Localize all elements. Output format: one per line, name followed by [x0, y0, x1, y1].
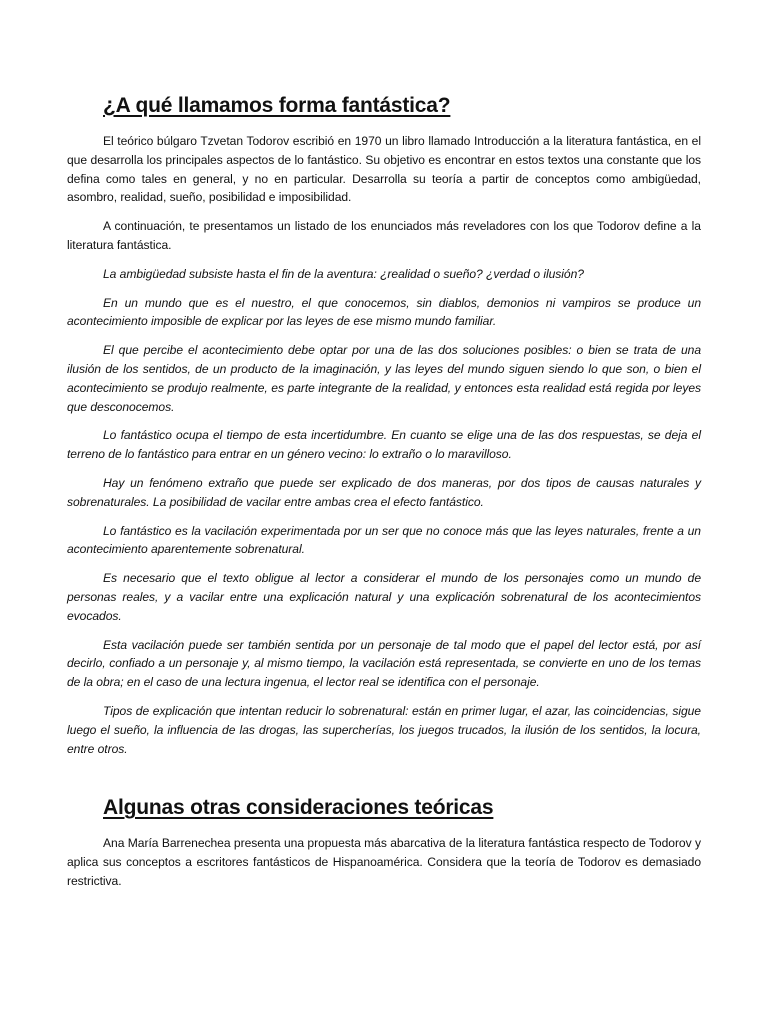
- todorov-statement: Lo fantástico es la vacilación experimentada por un ser que no conoce más que las leyes naturales, frente a un acontecimiento aparentemente sobrenatural.: [67, 523, 701, 557]
- document-page: [67, 92, 701, 901]
- todorov-statement: Tipos de explicación que intentan reducir lo sobrenatural: están en primer lugar, el azar, las coincidencias, sigue luego el sueño, la influencia de las drogas, las supercherías, los juegos trucados, la ilusión de los sentidos, la locura, entre otros.: [67, 703, 701, 756]
- todorov-statement: La ambigüedad subsiste hasta el fin de la aventura: ¿realidad o sueño? ¿verdad o ilusión?: [103, 266, 584, 281]
- todorov-statement: Esta vacilación puede ser también sentida por un personaje de tal modo que el papel del lector está, por así decirlo, confiado a un personaje y, al mismo tiempo, la vacilación está representada, se convierte en uno de los temas de la obra; en el caso de una lectura ingenua, el lector real se identifica con el personaje.: [67, 637, 701, 690]
- intro-paragraph: El teórico búlgaro Tzvetan Todorov escribió en 1970 un libro llamado Introducción a la literatura fantástica, en el que desarrolla los principales aspectos de lo fantástico. Su objetivo es encontrar en estos textos una constante que los defina como tales en general, y no en particular. Desarrolla su teoría a partir de conceptos como ambigüedad, asombro, realidad, sueño, posibilidad e imposibilidad.: [67, 134, 701, 205]
- todorov-statement: En un mundo que es el nuestro, el que conocemos, sin diablos, demonios ni vampiros se produce un acontecimiento imposible de explicar por las leyes de ese mismo mundo familiar.: [67, 295, 701, 329]
- todorov-statement: Lo fantástico ocupa el tiempo de esta incertidumbre. En cuanto se elige una de las dos respuestas, se deja el terreno de lo fantástico para entrar en un género vecino: lo extraño o lo maravilloso.: [67, 428, 701, 462]
- todorov-statement: El que percibe el acontecimiento debe optar por una de las dos soluciones posibles: o bien se trata de una ilusión de los sentidos, de un producto de la imaginación, y las leyes del mundo siguen siendo lo que son, o bien el acontecimiento se produjo realmente, es parte integrante de la realidad, y entonces esta realidad está regida por leyes que desconocemos.: [67, 343, 701, 414]
- section-heading-otras-consideraciones: Algunas otras consideraciones teóricas: [103, 796, 494, 820]
- intro-paragraph: A continuación, te presentamos un listado de los enunciados más reveladores con los que Todorov define a la literatura fantástica.: [67, 219, 701, 252]
- todorov-statement: Hay un fenómeno extraño que puede ser explicado de dos maneras, por dos tipos de causas naturales y sobrenaturales. La posibilidad de vacilar entre ambas crea el efecto fantástico.: [67, 475, 701, 509]
- barrenechea-paragraph: Ana María Barrenechea presenta una propuesta más abarcativa de la literatura fantástica respecto de Todorov y aplica sus conceptos a escritores fantásticos de Hispanoamérica. Considera que la teoría de Todorov es demasiado restrictiva.: [67, 836, 701, 888]
- todorov-statement: Es necesario que el texto obligue al lector a considerar el mundo de los personajes como un mundo de personas reales, y a vacilar entre una explicación natural y una explicación sobrenatural de los acontecimientos evocados.: [67, 571, 701, 623]
- section-heading-forma-fantastica: ¿A qué llamamos forma fantástica?: [103, 94, 451, 117]
